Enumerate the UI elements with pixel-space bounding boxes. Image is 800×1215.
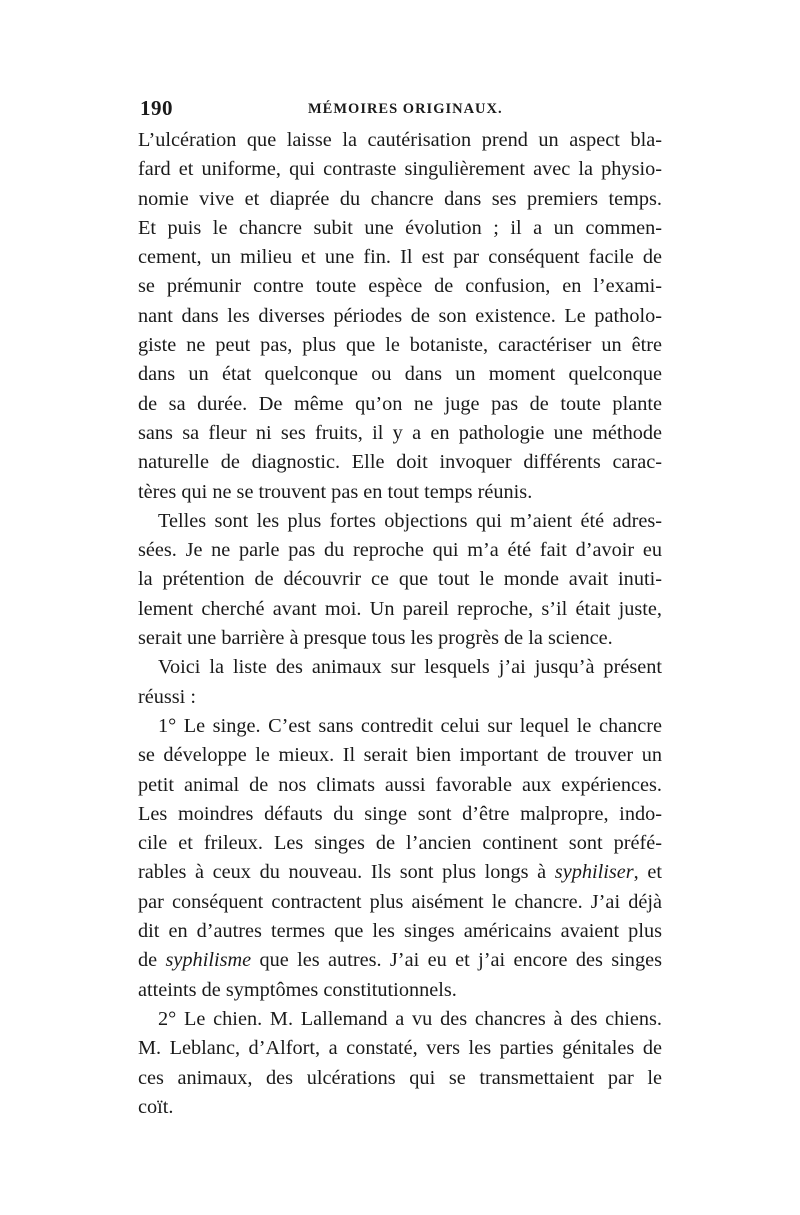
italic-term: syphilisme xyxy=(165,949,252,972)
running-head xyxy=(138,96,662,124)
text-line: serait une barrière à presque tous les progrès de la science. xyxy=(138,627,613,650)
text-line: cile et frileux. Les singes de l’ancien continent sont préfé- xyxy=(138,832,662,855)
text-line: nomie vive et diaprée du chancre dans ses premiers temps. xyxy=(138,187,662,210)
text-line: lement cherché avant moi. Un pareil reproche, s’il était juste, xyxy=(138,597,662,620)
text-line: L’ulcération que laisse la cautérisation prend un aspect bla- xyxy=(138,129,662,151)
text-line: la prétention de découvrir ce que tout le monde avait inuti- xyxy=(138,568,662,591)
text-line: dans un état quelconque ou dans un moment quelconque xyxy=(138,363,662,386)
text-line: M. Leblanc, d’Alfort, a constaté, vers les parties génitales de xyxy=(138,1037,662,1060)
text-line: sées. Je ne parle pas du reproche qui m’a été fait d’avoir eu xyxy=(138,539,662,562)
italic-term: syphiliser xyxy=(554,861,634,884)
text-line: se développe le mieux. Il serait bien important de trouver un xyxy=(138,744,662,767)
text-line: par conséquent contractent plus aisément le chancre. J’ai déjà xyxy=(138,890,662,913)
text-segment: rables à ceux du nouveau. Ils sont plus longs à xyxy=(138,861,555,884)
text-line: nant dans les diverses périodes de son existence. Le patholo- xyxy=(138,304,662,327)
text-line: ces animaux, des ulcérations qui se transmettaient par le xyxy=(138,1066,662,1089)
text-line: Les moindres défauts du singe sont d’être malpropre, indo- xyxy=(138,802,662,825)
text-line: Et puis le chancre subit une évolution ; il a un commen- xyxy=(138,216,662,239)
text-line: sans sa fleur ni ses fruits, il y a en pathologie une méthode xyxy=(138,421,662,444)
text-line: 2° Le chien. M. Lallemand a vu des chancres à des chiens. xyxy=(158,1007,662,1030)
text-segment: , et xyxy=(633,861,662,884)
text-line: giste ne peut pas, plus que le botaniste, caractériser un être xyxy=(138,334,662,357)
text-line: 1° Le singe. C’est sans contredit celui sur lequel le chancre xyxy=(158,714,662,737)
text-line: Telles sont les plus fortes objections qui m’aient été adres- xyxy=(158,509,662,532)
text-line: réussi : xyxy=(138,685,197,708)
running-title: MÉMOIRES ORIGINAUX. xyxy=(308,101,503,117)
body-text xyxy=(138,126,662,1122)
text-line: cement, un milieu et une fin. Il est par conséquent facile de xyxy=(138,246,662,269)
text-segment: que les autres. J’ai eu et j’ai encore des singes xyxy=(251,949,662,972)
text-line: fard et uniforme, qui contraste singulièrement avec la physio- xyxy=(138,158,662,181)
text-line: atteints de symptômes constitutionnels. xyxy=(138,978,457,1001)
text-line: Voici la liste des animaux sur lesquels j’ai jusqu’à présent xyxy=(158,656,662,679)
text-line: petit animal de nos climats aussi favorable aux expériences. xyxy=(138,773,662,796)
text-line: tères qui ne se trouvent pas en tout temps réunis. xyxy=(138,480,533,503)
text-segment: de xyxy=(138,949,166,972)
text-line xyxy=(138,946,662,975)
page-number: 190 xyxy=(140,96,173,120)
text-line: se prémunir contre toute espèce de confusion, en l’exami- xyxy=(138,275,662,298)
text-line xyxy=(138,858,662,887)
text-line: dit en d’autres termes que les singes américains avaient plus xyxy=(138,920,662,943)
book-page xyxy=(138,96,662,1122)
text-line: coït. xyxy=(138,1095,174,1118)
text-line: naturelle de diagnostic. Elle doit invoquer différents carac- xyxy=(138,451,662,474)
text-line: de sa durée. De même qu’on ne juge pas de toute plante xyxy=(138,392,662,415)
